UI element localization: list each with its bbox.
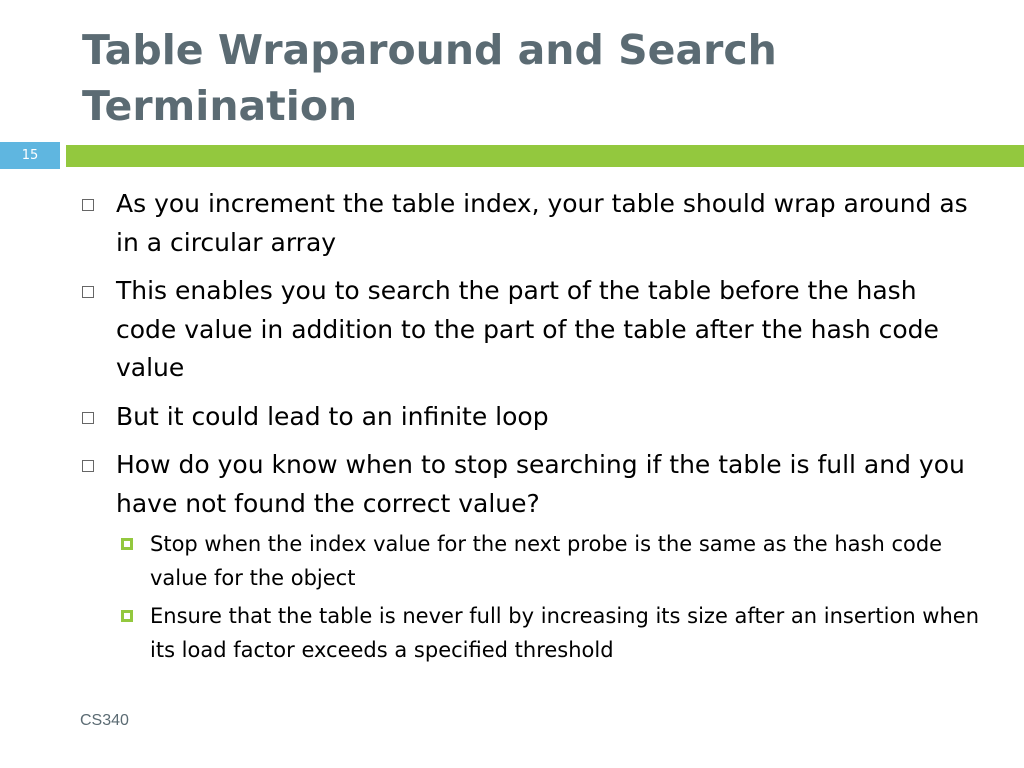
hollow-square-icon (82, 199, 94, 211)
bullet-text: This enables you to search the part of the table before the hash code value in addition to the part of the table after the hash code value (116, 276, 939, 382)
slide-number: 15 (0, 142, 60, 169)
sub-bullet-item (116, 527, 980, 595)
green-square-icon (121, 538, 133, 550)
sub-bullet-item (116, 599, 980, 667)
hollow-square-icon (82, 286, 94, 298)
bullet-list (80, 185, 980, 677)
bullet-text: But it could lead to an infinite loop (116, 401, 549, 431)
green-square-icon (121, 610, 133, 622)
bullet-item (80, 398, 980, 437)
slide-title: Table Wraparound and Search Termination (82, 26, 777, 130)
accent-bar (66, 145, 1024, 167)
sub-bullet-text: Ensure that the table is never full by increasing its size after an insertion when its load factor exceeds a specified threshold (150, 604, 980, 662)
bullet-item (80, 272, 980, 388)
bullet-item (80, 185, 980, 262)
sub-bullet-list (116, 527, 980, 667)
bullet-text: As you increment the table index, your table should wrap around as in a circular array (116, 189, 968, 257)
footer-course-code: CS340 (80, 712, 129, 729)
hollow-square-icon (82, 460, 94, 472)
hollow-square-icon (82, 412, 94, 424)
bullet-item (80, 446, 980, 667)
sub-bullet-text: Stop when the index value for the next probe is the same as the hash code value for the object (150, 532, 943, 590)
bullet-text: How do you know when to stop searching if the table is full and you have not found the correct value? (116, 450, 965, 518)
